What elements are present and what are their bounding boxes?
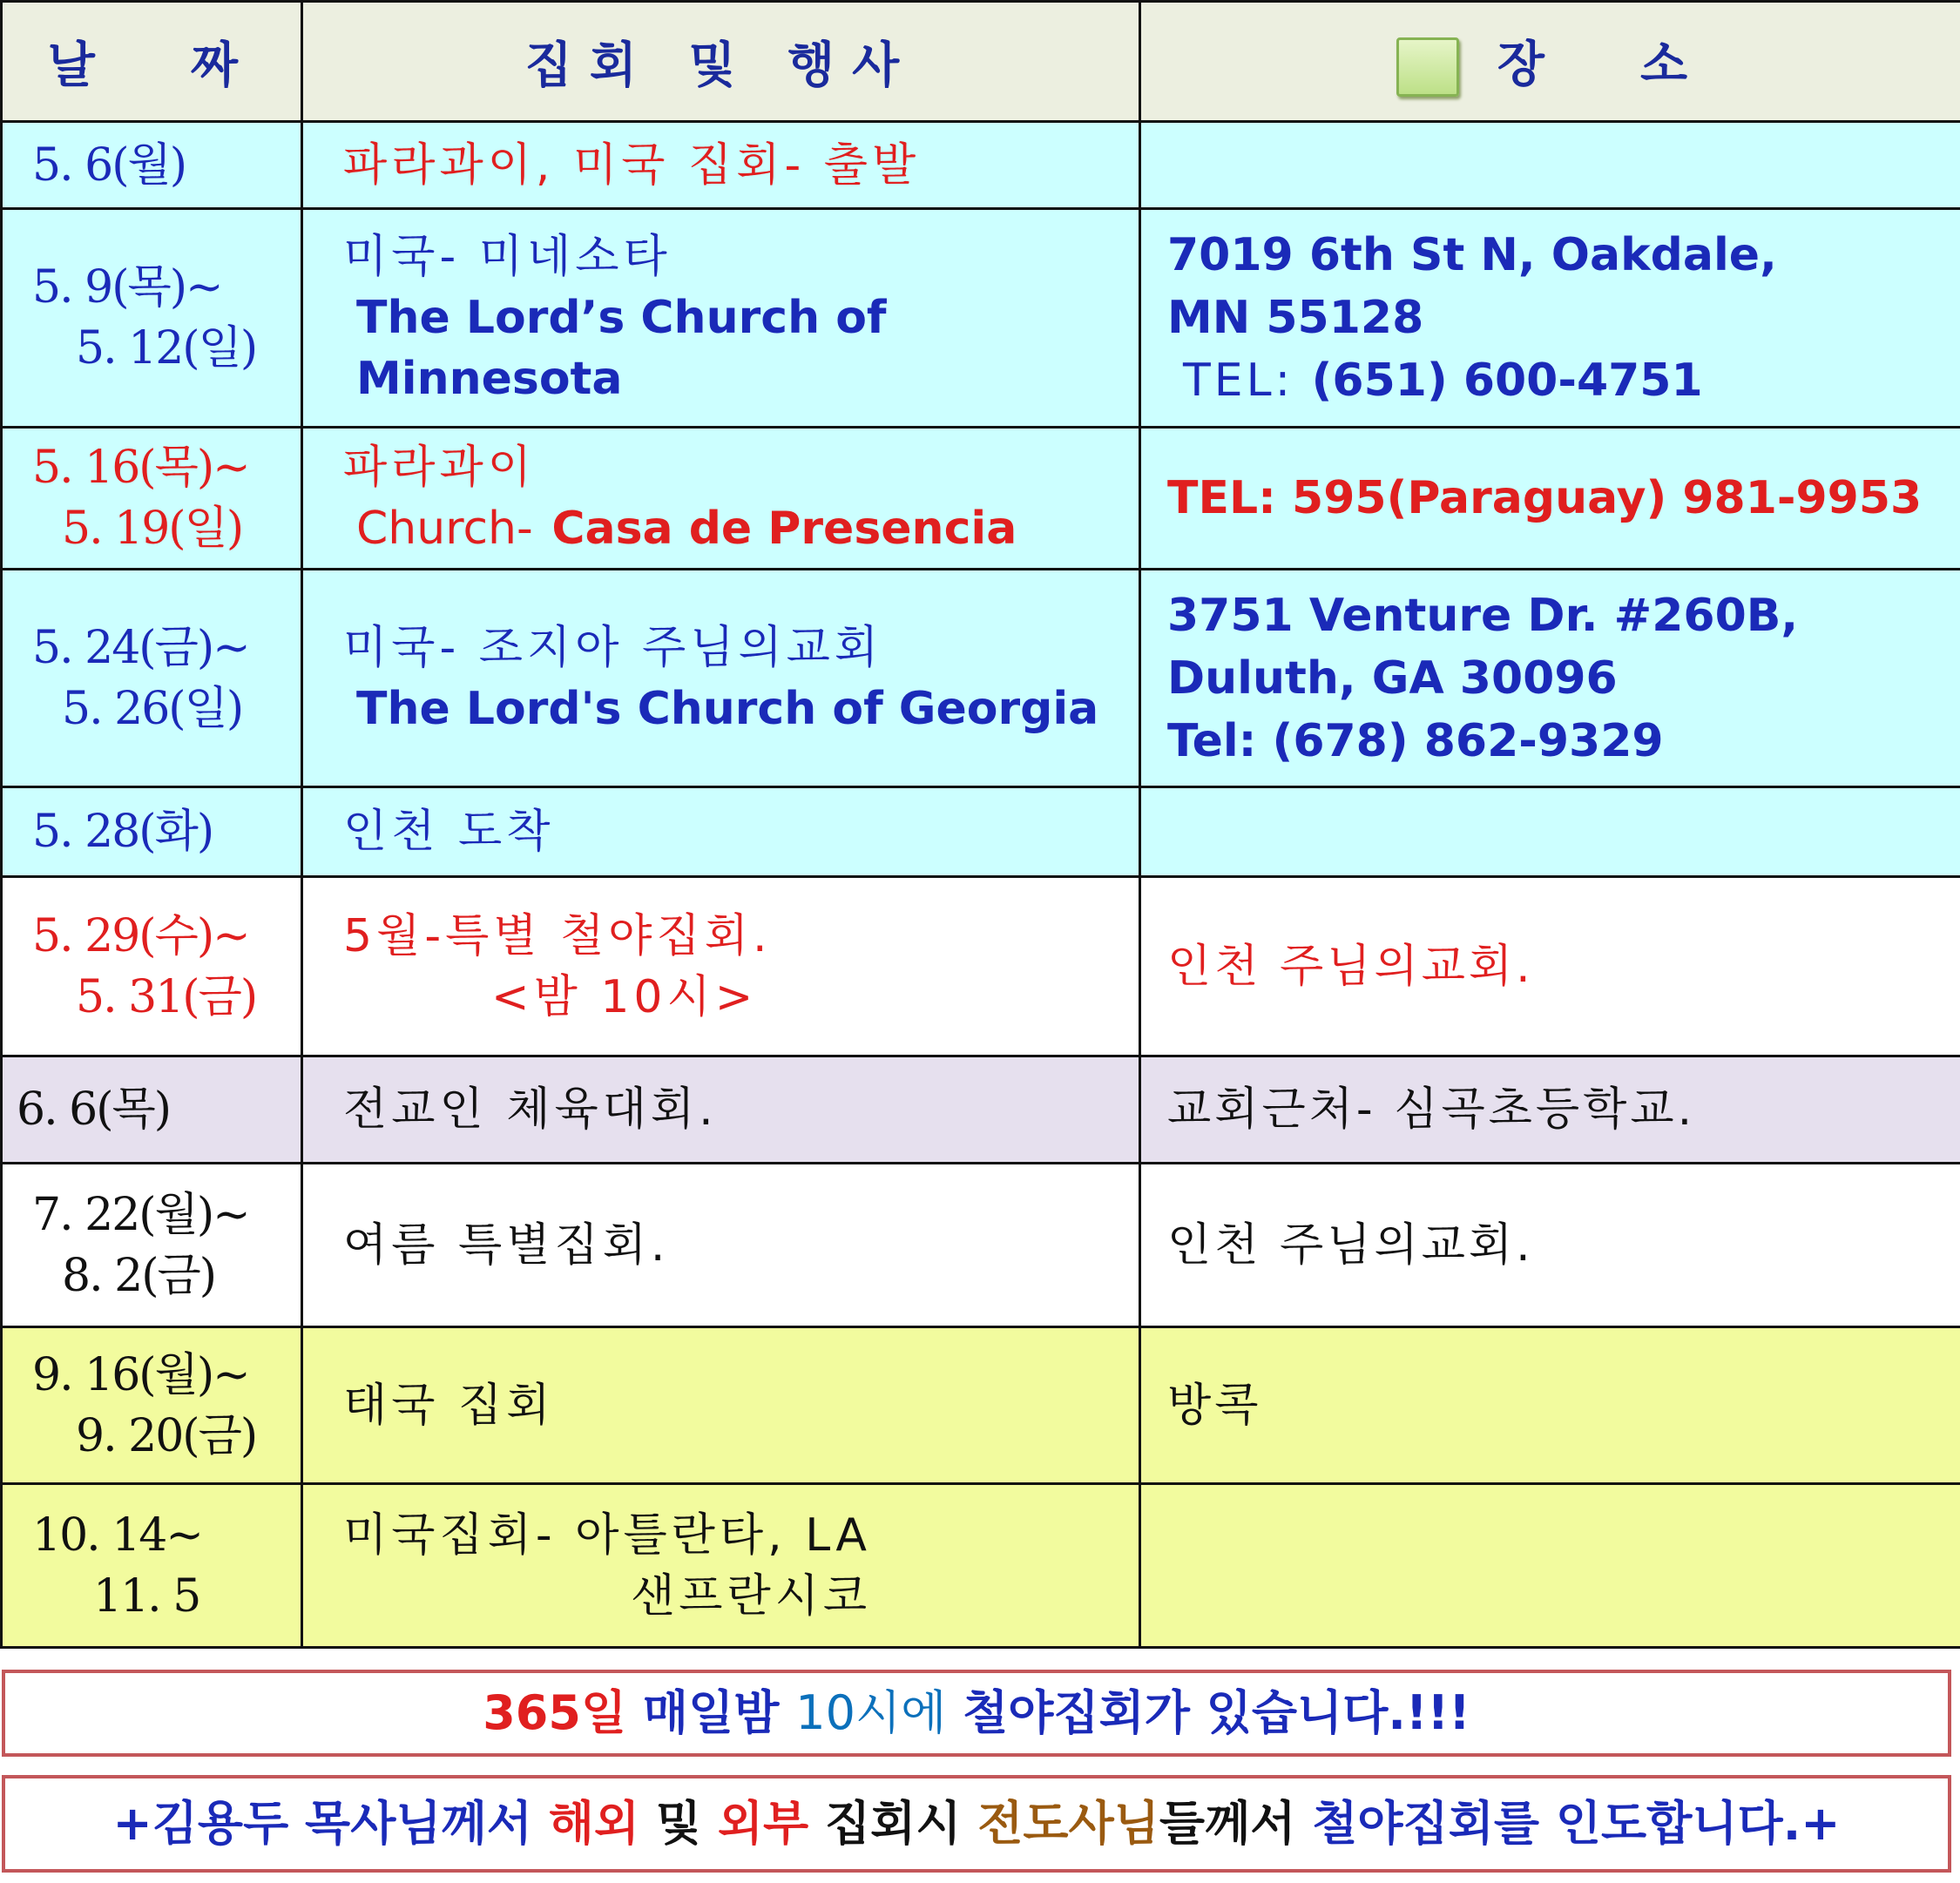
date-cell: 7. 22(월)~ 8. 2(금) [2, 1164, 302, 1327]
nightly-service-banner: 365일 매일밤 10시에 철야집회가 있습니다.!!! [2, 1670, 1951, 1757]
table-row [2, 877, 1960, 1056]
event-cell: 미국집회- 아틀란타, LA 샌프란시코 [302, 1484, 1140, 1648]
table-row [2, 209, 1960, 428]
event-cell: 5월-특별 철야집회. <밤 10시> [302, 877, 1140, 1056]
event-cell: 파라과이 Church- Casa de Presencia [302, 428, 1140, 570]
location-cell: 방콕 [1140, 1327, 1960, 1484]
event-cell: 인천 도착 [302, 787, 1140, 877]
location-cell [1140, 787, 1960, 877]
location-cell: 인천 주님의교회. [1140, 1164, 1960, 1327]
location-cell [1140, 122, 1960, 209]
location-cell: 교회근처- 심곡초등학교. [1140, 1056, 1960, 1164]
event-cell: 미국- 미네소타 The Lord’s Church of Minnesota [302, 209, 1140, 428]
event-cell: 태국 집회 [302, 1327, 1140, 1484]
event-cell: 파라과이, 미국 집회- 출발 [302, 122, 1140, 209]
table-row [2, 428, 1960, 570]
event-cell: 여름 특별집회. [302, 1164, 1140, 1327]
table-row [2, 1484, 1960, 1648]
header-location: 장 소 [1140, 2, 1960, 122]
date-cell: 5. 28(화) [2, 787, 302, 877]
date-cell: 5. 6(월) [2, 122, 302, 209]
date-cell: 10. 14~ 11. 5 [2, 1484, 302, 1648]
header-date: 날 짜 [2, 2, 302, 122]
location-cell [1140, 1484, 1960, 1648]
event-cell: 미국- 조지아 주님의교회 The Lord's Church of Georgia [302, 570, 1140, 787]
date-cell: 5. 29(수)~ 5. 31(금) [2, 877, 302, 1056]
table-row [2, 1164, 1960, 1327]
table-row [2, 1056, 1960, 1164]
date-cell: 6. 6(목) [2, 1056, 302, 1164]
table-row [2, 122, 1960, 209]
location-cell: TEL: 595(Paraguay) 981-9953 [1140, 428, 1960, 570]
table-row [2, 1327, 1960, 1484]
date-cell: 5. 9(목)~ 5. 12(일) [2, 209, 302, 428]
date-cell: 5. 16(목)~ 5. 19(일) [2, 428, 302, 570]
leader-notice-banner: +김용두 목사님께서 해외 및 외부 집회시 전도사님들께서 철야집회를 인도합니다.+ [2, 1775, 1951, 1873]
event-cell: 전교인 체육대회. [302, 1056, 1140, 1164]
location-cell: 인천 주님의교회. [1140, 877, 1960, 1056]
header-row [2, 2, 1960, 122]
date-cell: 9. 16(월)~ 9. 20(금) [2, 1327, 302, 1484]
location-cell: 3751 Venture Dr. #260B, Duluth, GA 30096 Tel: (678) 862-9329 [1140, 570, 1960, 787]
table-row [2, 570, 1960, 787]
table-row [2, 787, 1960, 877]
date-cell: 5. 24(금)~ 5. 26(일) [2, 570, 302, 787]
checkbox-icon [1396, 37, 1459, 97]
location-cell: 7019 6th St N, Oakdale, MN 55128 TEL: (651) 600-4751 [1140, 209, 1960, 428]
header-event: 집회 및 행사 [302, 2, 1140, 122]
